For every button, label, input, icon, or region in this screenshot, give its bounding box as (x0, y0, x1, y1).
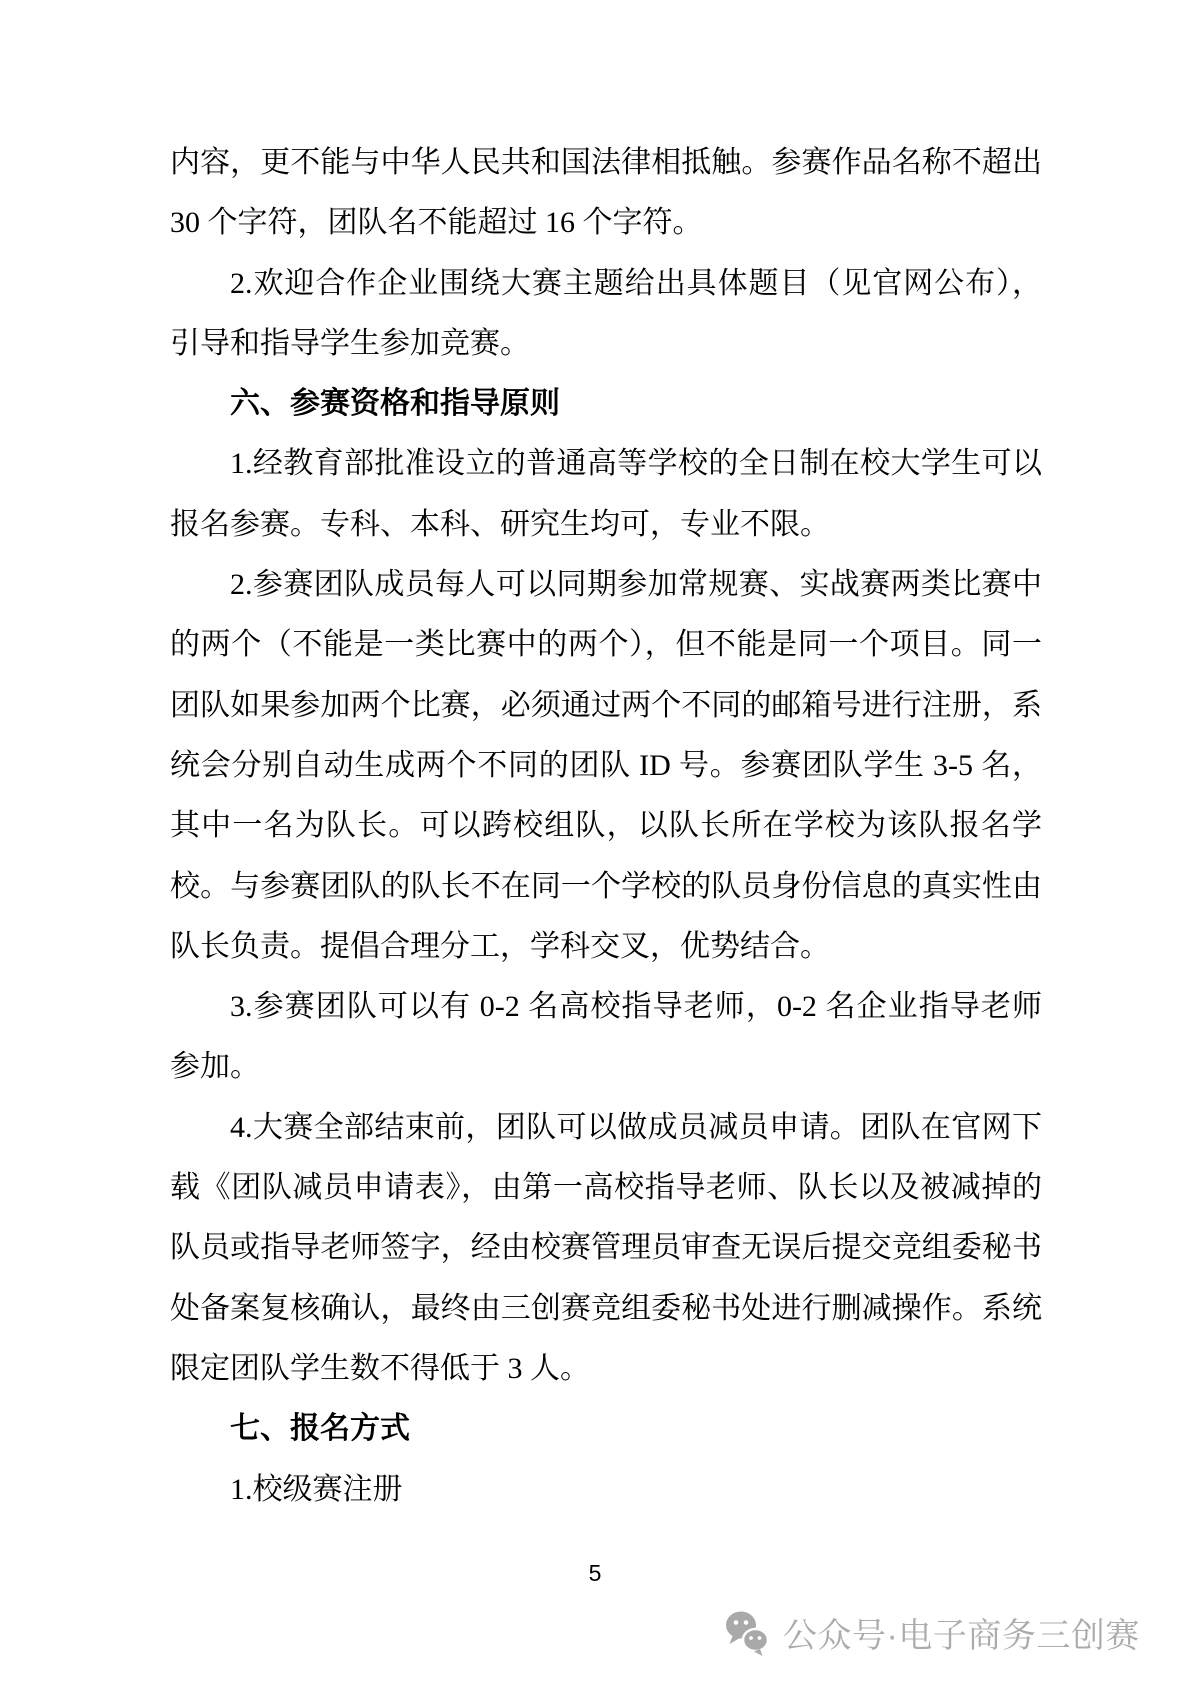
watermark-label: 公众号·电子商务三创赛 (783, 1616, 1140, 1655)
paragraph: 1.校级赛注册 (230, 1472, 403, 1506)
wechat-watermark (724, 1606, 1140, 1658)
paragraph: 3.参赛团队可以有 0-2 名高校指导老师，0-2 名企业指导老师参加。 (170, 990, 1042, 1084)
wechat-icon (724, 1608, 771, 1656)
section-heading-7: 七、报名方式 (230, 1412, 410, 1446)
paragraph: 2.欢迎合作企业围绕大赛主题给出具体题目（见官网公布），引导和指导学生参加竞赛。 (170, 266, 1042, 360)
paragraph: 4.大赛全部结束前，团队可以做成员减员申请。团队在官网下载《团队减员申请表》，由第一高校指导老师、队长以及被减掉的队员或指导老师签字，经由校赛管理员审查无误后提交竞组委秘书处备案复核确认，最终由三创赛竞组委秘书处进行删减操作。系统限定团队学生数不得低于 3 人。 (170, 1110, 1042, 1385)
paragraph-continuation: 内容，更不能与中华人民共和国法律相抵触。参赛作品名称不超出 30 个字符，团队名不能超过 16 个字符。 (170, 146, 1042, 240)
paragraph: 2.参赛团队成员每人可以同期参加常规赛、实战赛两类比赛中的两个（不能是一类比赛中的两个），但不能是同一个项目。同一团队如果参加两个比赛，必须通过两个不同的邮箱号进行注册，系统会分别自动生成两个不同的团队 ID 号。参赛团队学生 3-5 名，其中一名为队长。可以跨校组队，以队长所在学校为该队报名学校。与参赛团队的队长不在同一个学校的队员身份信息的真实性由队长负责。提倡合理分工，学科交叉，优势结合。 (170, 568, 1042, 963)
page-body-text (170, 133, 1042, 1520)
page-number: 5 (588, 1560, 602, 1586)
section-heading-6: 六、参赛资格和指导原则 (230, 387, 560, 421)
paragraph: 1.经教育部批准设立的普通高等学校的全日制在校大学生可以报名参赛。专科、本科、研究生均可，专业不限。 (170, 447, 1042, 541)
